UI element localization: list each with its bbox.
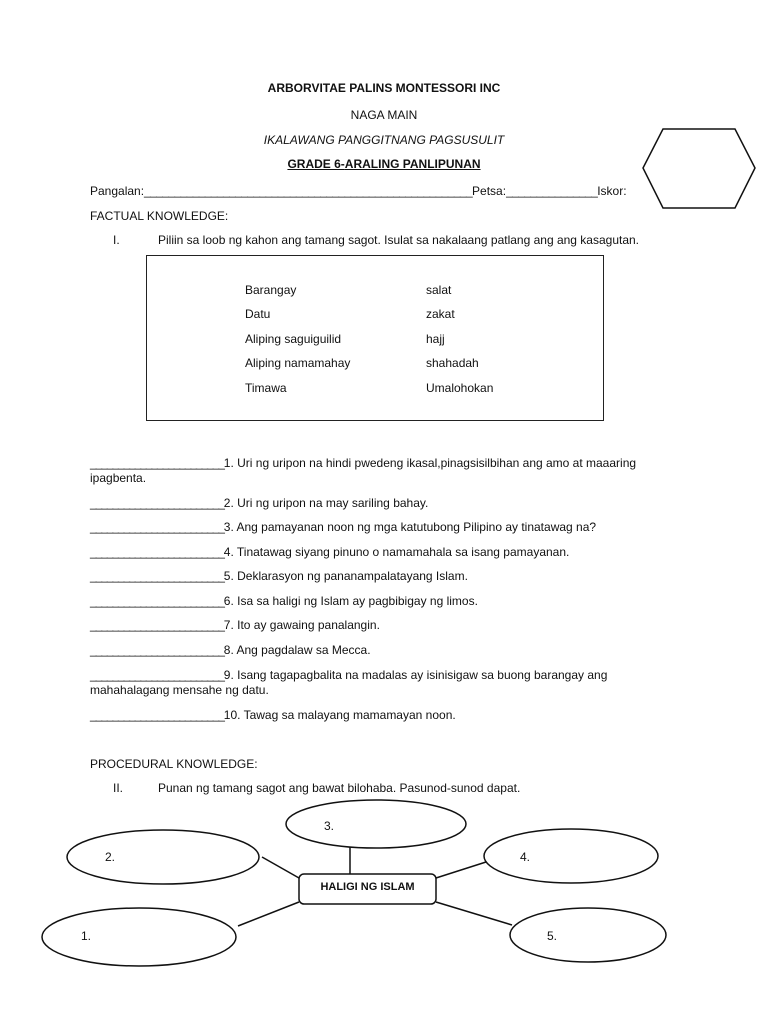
choice-shahadah: shahadah <box>426 356 479 370</box>
section2-numeral: II. <box>113 781 124 795</box>
question-text: 9. Isang tagapagbalita na madalas ay isinisigaw sa buong barangay ang <box>223 668 608 682</box>
question-item-9 <box>90 668 607 682</box>
section2-title: PROCEDURAL KNOWLEDGE: <box>90 757 258 771</box>
section1-title: FACTUAL KNOWLEDGE: <box>90 209 229 223</box>
subject-grade: GRADE 6- <box>287 157 345 171</box>
question-text: 10. Tawag sa malayang mamamayan noon. <box>223 708 456 722</box>
answer-blank[interactable]: ________________________ <box>90 618 224 632</box>
connector-line-4 <box>436 862 486 878</box>
question-text: 5. Deklarasyon ng pananampalatayang Islam. <box>223 569 468 583</box>
oval-5 <box>510 908 666 962</box>
question-item-5 <box>90 569 468 583</box>
question-text: 2. Uri ng uripon na may sariling bahay. <box>223 496 429 510</box>
section2-instruction: Punan ng tamang sagot ang bawat bilohaba. Pasunod-sunod dapat. <box>158 781 521 795</box>
connector-line-1 <box>238 902 299 926</box>
connector-line-2 <box>262 857 299 878</box>
choice-barangay: Barangay <box>245 283 297 297</box>
section1-instruction: Piliin sa loob ng kahon ang tamang sagot. Isulat sa nakalaang patlang ang ang kasagutan. <box>158 233 640 247</box>
oval-1 <box>42 908 236 966</box>
oval-3-label[interactable]: 3. <box>324 819 335 833</box>
answer-blank[interactable]: ________________________ <box>90 668 224 682</box>
question-text: 4. Tinatawag siyang pinuno o namamahala sa isang pamayanan. <box>223 545 570 559</box>
question-text: 1. Uri ng uripon na hindi pwedeng ikasal,pinagsisilbihan ang amo at maaaring <box>223 456 637 470</box>
oval-2 <box>67 830 259 884</box>
connector-line-5 <box>436 902 512 925</box>
answer-blank[interactable]: ________________________ <box>90 569 224 583</box>
school-name: ARBORVITAE PALINS MONTESSORI INC <box>267 81 501 95</box>
oval-3 <box>286 800 466 848</box>
answer-blank[interactable]: ________________________ <box>90 708 224 722</box>
question-text: 6. Isa sa haligi ng Islam ay pagbibigay ng limos. <box>223 594 478 608</box>
oval-4-label[interactable]: 4. <box>520 850 531 864</box>
choice-hajj: hajj <box>426 332 445 346</box>
choice-salat: salat <box>426 283 452 297</box>
question-item-3 <box>90 520 596 534</box>
student-info-line <box>90 184 627 198</box>
answer-blank[interactable]: ________________________ <box>90 456 224 470</box>
choice-zakat: zakat <box>426 307 455 321</box>
question-text: 7. Ito ay gawaing panalangin. <box>223 618 380 632</box>
choice-umalohokan: Umalohokan <box>426 381 494 395</box>
date-field[interactable]: _______________ <box>506 184 598 198</box>
choice-datu: Datu <box>245 307 271 321</box>
choices-box <box>146 255 604 421</box>
choice-aliping-saguiguilid: Aliping saguiguilid <box>245 332 342 346</box>
name-label: Pangalan: <box>90 184 145 198</box>
oval-2-label[interactable]: 2. <box>105 850 116 864</box>
question-item-4 <box>90 545 569 559</box>
question-item-2 <box>90 496 428 510</box>
answer-blank[interactable]: ________________________ <box>90 594 224 608</box>
answer-blank[interactable]: ________________________ <box>90 545 224 559</box>
name-field[interactable]: ______________________________________________________ <box>144 184 473 198</box>
question-text-continued: mahahalagang mensahe ng datu. <box>90 683 269 697</box>
choice-aliping-namamahay: Aliping namamahay <box>245 356 351 370</box>
question-item-1 <box>90 456 636 470</box>
date-label: Petsa: <box>472 184 507 198</box>
question-item-7 <box>90 618 380 632</box>
section1-numeral: I. <box>113 233 120 247</box>
choice-timawa: Timawa <box>245 381 287 395</box>
oval-4 <box>484 829 658 883</box>
oval-5-label[interactable]: 5. <box>547 929 558 943</box>
question-text: 8. Ang pagdalaw sa Mecca. <box>223 643 371 657</box>
branch-name: NAGA MAIN <box>350 108 418 122</box>
question-text-continued: ipagbenta. <box>90 471 147 485</box>
question-item-8 <box>90 643 371 657</box>
answer-blank[interactable]: ________________________ <box>90 643 224 657</box>
question-item-10 <box>90 708 456 722</box>
oval-1-label[interactable]: 1. <box>81 929 92 943</box>
score-hexagon <box>643 129 755 208</box>
subject-name: ARALING PANLIPUNAN <box>344 157 481 171</box>
answer-blank[interactable]: ________________________ <box>90 496 224 510</box>
center-box-label: HALIGI NG ISLAM <box>320 881 415 893</box>
answer-blank[interactable]: ________________________ <box>90 520 224 534</box>
exam-title: IKALAWANG PANGGITNANG PAGSUSULIT <box>263 133 505 147</box>
question-item-6 <box>90 594 478 608</box>
question-text: 3. Ang pamayanan noon ng mga katutubong Pilipino ay tinatawag na? <box>223 520 597 534</box>
score-label: Iskor: <box>597 184 627 198</box>
